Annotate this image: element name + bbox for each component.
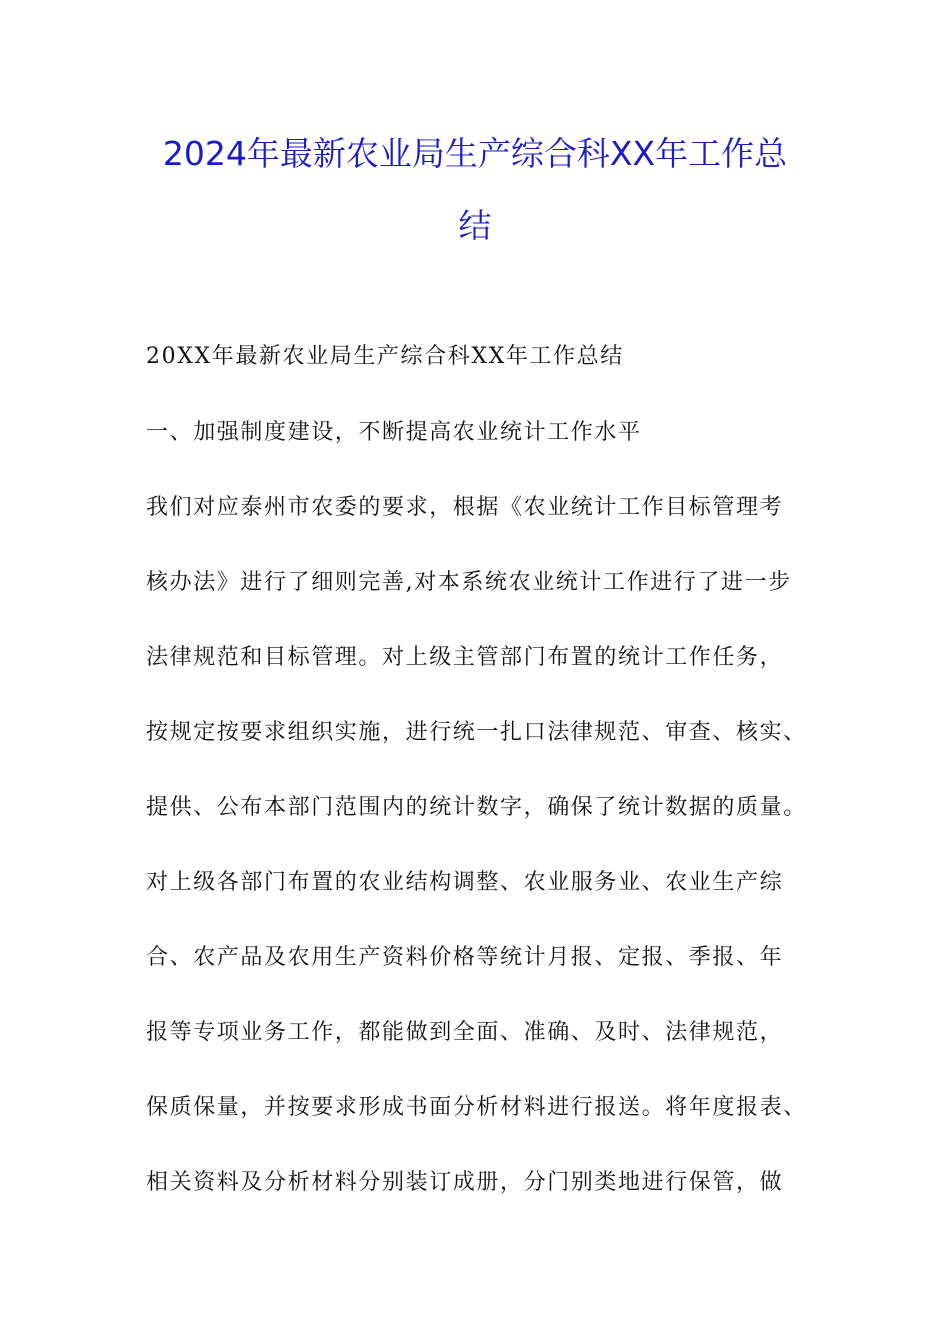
body-line: 对上级各部门布置的农业结构调整、农业服务业、农业生产综 — [146, 870, 784, 895]
body-line: 报等专项业务工作，都能做到全面、准确、及时、法律规范， — [146, 1020, 784, 1045]
body-line: 20XX年最新农业局生产综合科XX年工作总结 — [146, 344, 624, 369]
body-line: 保质保量，并按要求形成书面分析材料进行报送。将年度报表、 — [146, 1095, 807, 1120]
body-line: 核办法》进行了细则完善,对本系统农业统计工作进行了进一步 — [146, 570, 792, 595]
body-line: 按规定按要求组织实施，进行统一扎口法律规范、审查、核实、 — [146, 720, 807, 745]
document-title-line-1: 2024年最新农业局生产综合科XX年工作总 — [162, 134, 788, 173]
body-line: 一、加强制度建设，不断提高农业统计工作水平 — [146, 420, 642, 445]
body-line: 合、农产品及农用生产资料价格等统计月报、定报、季报、年 — [146, 945, 784, 970]
body-line: 我们对应泰州市农委的要求，根据《农业统计工作目标管理考 — [146, 495, 784, 520]
body-line: 提供、公布本部门范围内的统计数字，确保了统计数据的质量。 — [146, 795, 807, 820]
document-title-line-2: 结 — [458, 206, 492, 245]
body-line: 法律规范和目标管理。对上级主管部门布置的统计工作任务， — [146, 645, 784, 670]
body-line: 相关资料及分析材料分别装订成册，分门别类地进行保管，做 — [146, 1170, 784, 1195]
